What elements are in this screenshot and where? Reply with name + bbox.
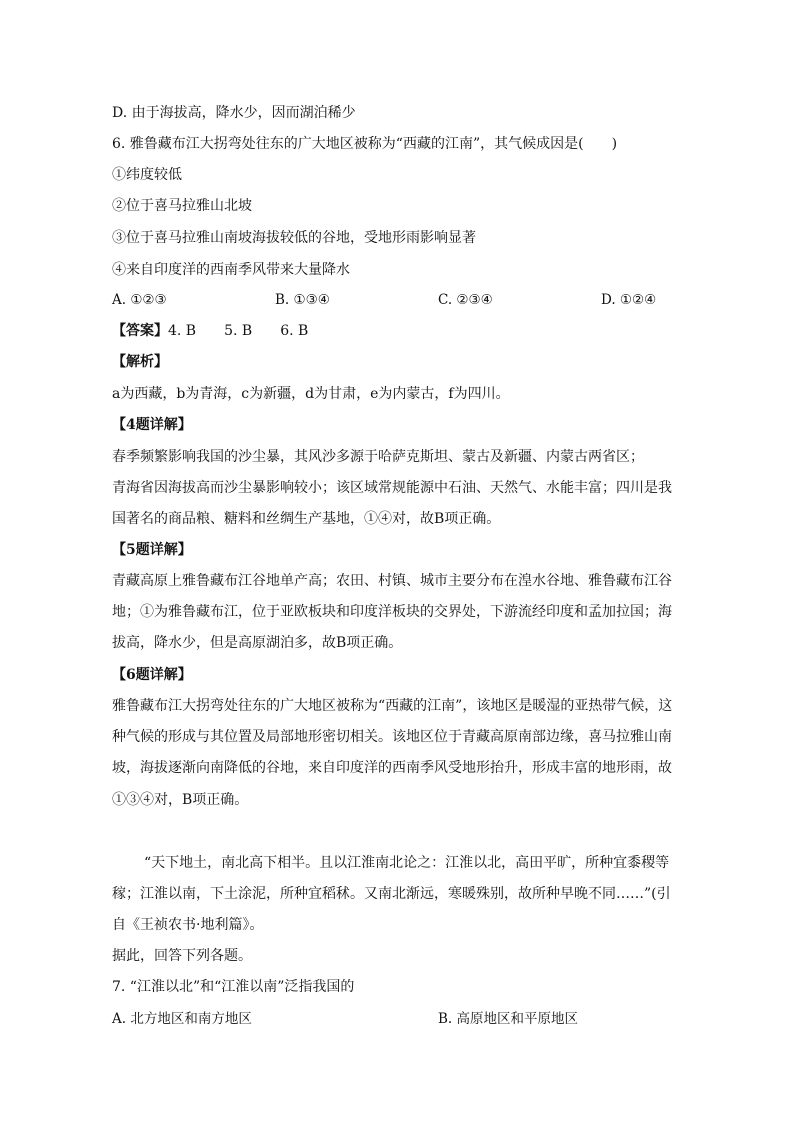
answer-line bbox=[112, 321, 308, 341]
answer-label: 【答案】 bbox=[112, 323, 168, 339]
q6-item-2: ②位于喜马拉雅山北坡 bbox=[112, 198, 252, 214]
passage-line-2: 稼；江淮以南，下土涂泥，所种宜稻秫。又南北渐远，寒暖殊别，故所种早晚不同……”(引 bbox=[112, 886, 671, 902]
passage-line-3: 自《王祯农书·地利篇》。 bbox=[112, 917, 264, 933]
q6-option-d: D. ①②④ bbox=[601, 292, 657, 308]
analysis-label: 【解析】 bbox=[112, 354, 168, 370]
passage-instruction: 据此，回答下列各题。 bbox=[112, 948, 252, 964]
detail-6-line-2: 种气候的形成与其位置及局部地形密切相关。该地区位于青藏高原南部边缘，喜马拉雅山南 bbox=[112, 729, 672, 745]
detail-4-line-1: 春季频繁影响我国的沙尘暴，其风沙多源于哈萨克斯坦、蒙古及新疆、内蒙古两省区； bbox=[112, 449, 644, 465]
detail-6-line-1: 雅鲁藏布江大拐弯处往东的广大地区被称为“西藏的江南”，该地区是暖湿的亚热带气候，这 bbox=[112, 698, 673, 714]
detail-4-line-3: 国著名的商品粮、糖料和丝绸生产基地，①④对，故B项正确。 bbox=[112, 511, 501, 527]
q6-stem: 6. 雅鲁藏布江大拐弯处往东的广大地区被称为“西藏的江南”，其气候成因是( ) bbox=[112, 136, 618, 152]
q7-option-b: B. 高原地区和平原地区 bbox=[438, 1011, 579, 1027]
detail-4-line-2: 青海省因海拔高而沙尘暴影响较小；该区域常规能源中石油、天然气、水能丰富；四川是我 bbox=[112, 480, 672, 496]
q6-option-b: B. ①③④ bbox=[275, 292, 330, 308]
q6-item-1: ①纬度较低 bbox=[112, 167, 182, 183]
q6-option-a: A. ①②③ bbox=[112, 292, 167, 308]
detail-5-line-2: 地；①为雅鲁藏布江，位于亚欧板块和印度洋板块的交界处，下游流经印度和孟加拉国；海 bbox=[112, 604, 672, 620]
detail-5-label: 【5题详解】 bbox=[112, 542, 192, 558]
analysis-text: a为西藏，b为青海，c为新疆，d为甘肃，e为内蒙古，f为四川。 bbox=[112, 386, 510, 402]
q7-option-a: A. 北方地区和南方地区 bbox=[112, 1011, 252, 1027]
detail-4-label: 【4题详解】 bbox=[112, 417, 192, 433]
q6-option-c: C. ②③④ bbox=[438, 292, 493, 308]
detail-6-label: 【6题详解】 bbox=[112, 667, 192, 683]
q6-item-3: ③位于喜马拉雅山南坡海拔较低的谷地，受地形雨影响显著 bbox=[112, 230, 476, 246]
detail-5-line-1: 青藏高原上雅鲁藏布江谷地单产高；农田、村镇、城市主要分布在湟水谷地、雅鲁藏布江谷 bbox=[112, 573, 672, 589]
q7-stem: 7. “江淮以北”和“江淮以南”泛指我国的 bbox=[112, 979, 355, 995]
answer-text: 4. B 5. B 6. B bbox=[168, 323, 309, 339]
q6-item-4: ④来自印度洋的西南季风带来大量降水 bbox=[112, 262, 350, 278]
detail-6-line-3: 坡，海拔逐渐向南降低的谷地，来自印度洋的西南季风受地形抬升，形成丰富的地形雨，故 bbox=[112, 760, 672, 776]
detail-5-line-3: 拔高，降水少，但是高原湖泊多，故B项正确。 bbox=[112, 635, 403, 651]
q5-option-d: D. 由于海拔高，降水少，因而湖泊稀少 bbox=[112, 105, 356, 121]
detail-6-line-4: ①③④对，B项正确。 bbox=[112, 792, 249, 808]
passage-line-1: “天下地土，南北高下相半。且以江淮南北论之：江淮以北，高田平旷，所种宜黍稷等 bbox=[144, 855, 670, 871]
